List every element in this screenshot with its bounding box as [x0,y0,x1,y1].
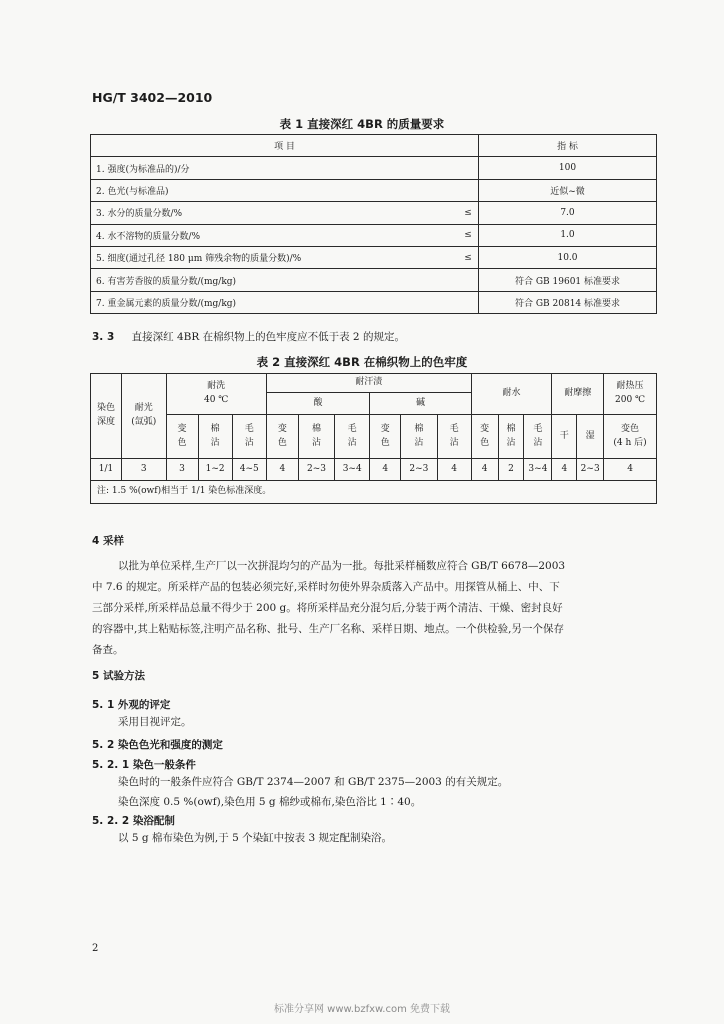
item-cell: 7. 重金属元素的质量分数/(mg/kg) [91,291,459,313]
table-row [91,246,657,268]
header-dyeing-depth: 染色 深度 [91,374,122,459]
table-row [91,224,657,246]
header-wash: 耐洗 40 ℃ [166,374,266,415]
header-alkali: 碱 [370,393,471,415]
header-perspiration: 耐汗渍 [266,374,471,393]
sub-heat-change: 变色 (4 h 后) [604,415,657,459]
table-cell: 3 [122,459,166,481]
footer-watermark: 标准分享网 www.bzfxw.com 免费下载 [274,1004,450,1015]
sub-wash-wool: 毛 沾 [232,415,266,459]
item-cell: 5. 细度(通过孔径 180 μm 筛残余物的质量分数)/% [91,246,459,268]
table-cell: 3~4 [524,459,552,481]
table-cell: 2~3 [401,459,437,481]
item-cell: 1. 强度(为标准品的)/分 [91,157,459,179]
table-cell: 4 [266,459,298,481]
table-row [91,179,657,201]
section-5-2-1-title: 5. 2. 1 染色一般条件 [92,759,196,771]
table-cell: 4 [471,459,498,481]
sub-wash-change: 变 色 [166,415,198,459]
item-cell: 4. 水不溶物的质量分数/% [91,224,459,246]
value-cell: 符合 GB 20814 标准要求 [479,291,657,313]
section-4-body [92,556,662,661]
section-4-title: 4 采样 [92,535,124,547]
sub-wash-cotton: 棉 沾 [198,415,232,459]
table-cell: 3 [166,459,198,481]
sub-water-change: 变 色 [471,415,498,459]
operator-cell [458,291,479,313]
table-cell: 4 [437,459,471,481]
section-5-2-1-line1: 染色时的一般条件应符合 GB/T 2374—2007 和 GB/T 2375—2003 的有关规定。 [118,776,509,788]
paragraph-line: 以批为单位采样,生产厂以一次拼混均匀的产品为一批。每批采样桶数应符合 GB/T 6678—2003 [118,560,566,572]
value-cell: 100 [479,157,657,179]
value-cell: 1.0 [479,224,657,246]
table2-note: 注: 1.5 %(owf)相当于 1/1 染色标准深度。 [91,481,657,504]
header-item: 项 目 [91,135,479,157]
section-5-2-2-title: 5. 2. 2 染浴配制 [92,815,175,827]
header-rubbing: 耐摩擦 [552,374,604,415]
section-3-3-text: 直接深红 4BR 在棉织物上的色牢度应不低于表 2 的规定。 [131,331,405,343]
sub-rub-dry: 干 [552,415,577,459]
table-row [91,157,657,179]
table-cell: 2~3 [577,459,604,481]
operator-cell [458,269,479,291]
table-cell: 4~5 [232,459,266,481]
table-cell: 4 [552,459,577,481]
table-cell: 4 [604,459,657,481]
page-number: 2 [92,943,99,954]
table-row [91,269,657,291]
section-5-2-title: 5. 2 染色色光和强度的测定 [92,739,223,751]
header-light: 耐光 (氙弧) [122,374,166,459]
table2-caption: 表 2 直接深红 4BR 在棉织物上的色牢度 [256,355,468,369]
sub-water-cotton: 棉 沾 [498,415,524,459]
operator-cell: ≤ [458,202,479,224]
paragraph-line: 备查。 [92,644,124,656]
sub-alkali-wool: 毛 沾 [437,415,471,459]
table-row [91,459,657,481]
sub-alkali-change: 变 色 [370,415,401,459]
section-5-1-text: 采用目视评定。 [118,716,192,728]
header-hot-pressing: 耐热压 200 ℃ [604,374,657,415]
table-row [91,291,657,313]
header-acid: 酸 [266,393,369,415]
value-cell: 10.0 [479,246,657,268]
sub-acid-change: 变 色 [266,415,298,459]
item-cell: 3. 水分的质量分数/% [91,202,459,224]
item-cell: 6. 有害芳香胺的质量分数/(mg/kg) [91,269,459,291]
operator-cell: ≤ [458,224,479,246]
sub-acid-cotton: 棉 沾 [298,415,334,459]
paragraph-line: 中 7.6 的规定。所采样产品的包装必须完好,采样时勿使外界杂质落入产品中。用探管从桶上、中、下 [92,581,560,593]
value-cell: 符合 GB 19601 标准要求 [479,269,657,291]
item-cell: 2. 色光(与标准品) [91,179,459,201]
section-5-2-1-line2: 染色深度 0.5 %(owf),染色用 5 g 棉纱或棉布,染色浴比 1∶40。 [118,796,422,808]
section-3-3-number: 3. 3 [92,331,115,343]
section-5-title: 5 试验方法 [92,670,145,682]
table-cell: 1~2 [198,459,232,481]
section-5-2-2-text: 以 5 g 棉布染色为例,于 5 个染缸中按表 3 规定配制染浴。 [118,832,392,844]
section-5-1-title: 5. 1 外观的评定 [92,699,171,711]
sub-alkali-cotton: 棉 沾 [401,415,437,459]
table-cell: 4 [370,459,401,481]
standard-code: HG/T 3402—2010 [92,90,213,105]
value-cell: 7.0 [479,202,657,224]
operator-cell [458,179,479,201]
table-cell: 1/1 [91,459,122,481]
sub-rub-wet: 湿 [577,415,604,459]
sub-acid-wool: 毛 沾 [335,415,370,459]
operator-cell [458,157,479,179]
table-cell: 2~3 [298,459,334,481]
paragraph-line: 的容器中,其上粘贴标签,注明产品名称、批号、生产厂名称、采样日期、地点。一个供检验,另一个保存 [92,623,565,635]
operator-cell: ≤ [458,246,479,268]
table-row [91,202,657,224]
table-header-row [91,135,657,157]
table-cell: 2 [498,459,524,481]
sub-water-wool: 毛 沾 [524,415,552,459]
table1-caption: 表 1 直接深红 4BR 的质量要求 [279,117,445,131]
quality-requirements-table [90,134,657,314]
table-cell: 3~4 [335,459,370,481]
paragraph-line: 三部分采样,所采样品总量不得少于 200 g。将所采样品充分混匀后,分装于两个清洁、干燥、密封良好 [92,602,563,614]
header-water: 耐水 [471,374,552,415]
color-fastness-table [90,373,657,504]
header-index: 指 标 [479,135,657,157]
value-cell: 近似~微 [479,179,657,201]
section-3-3 [92,327,405,348]
